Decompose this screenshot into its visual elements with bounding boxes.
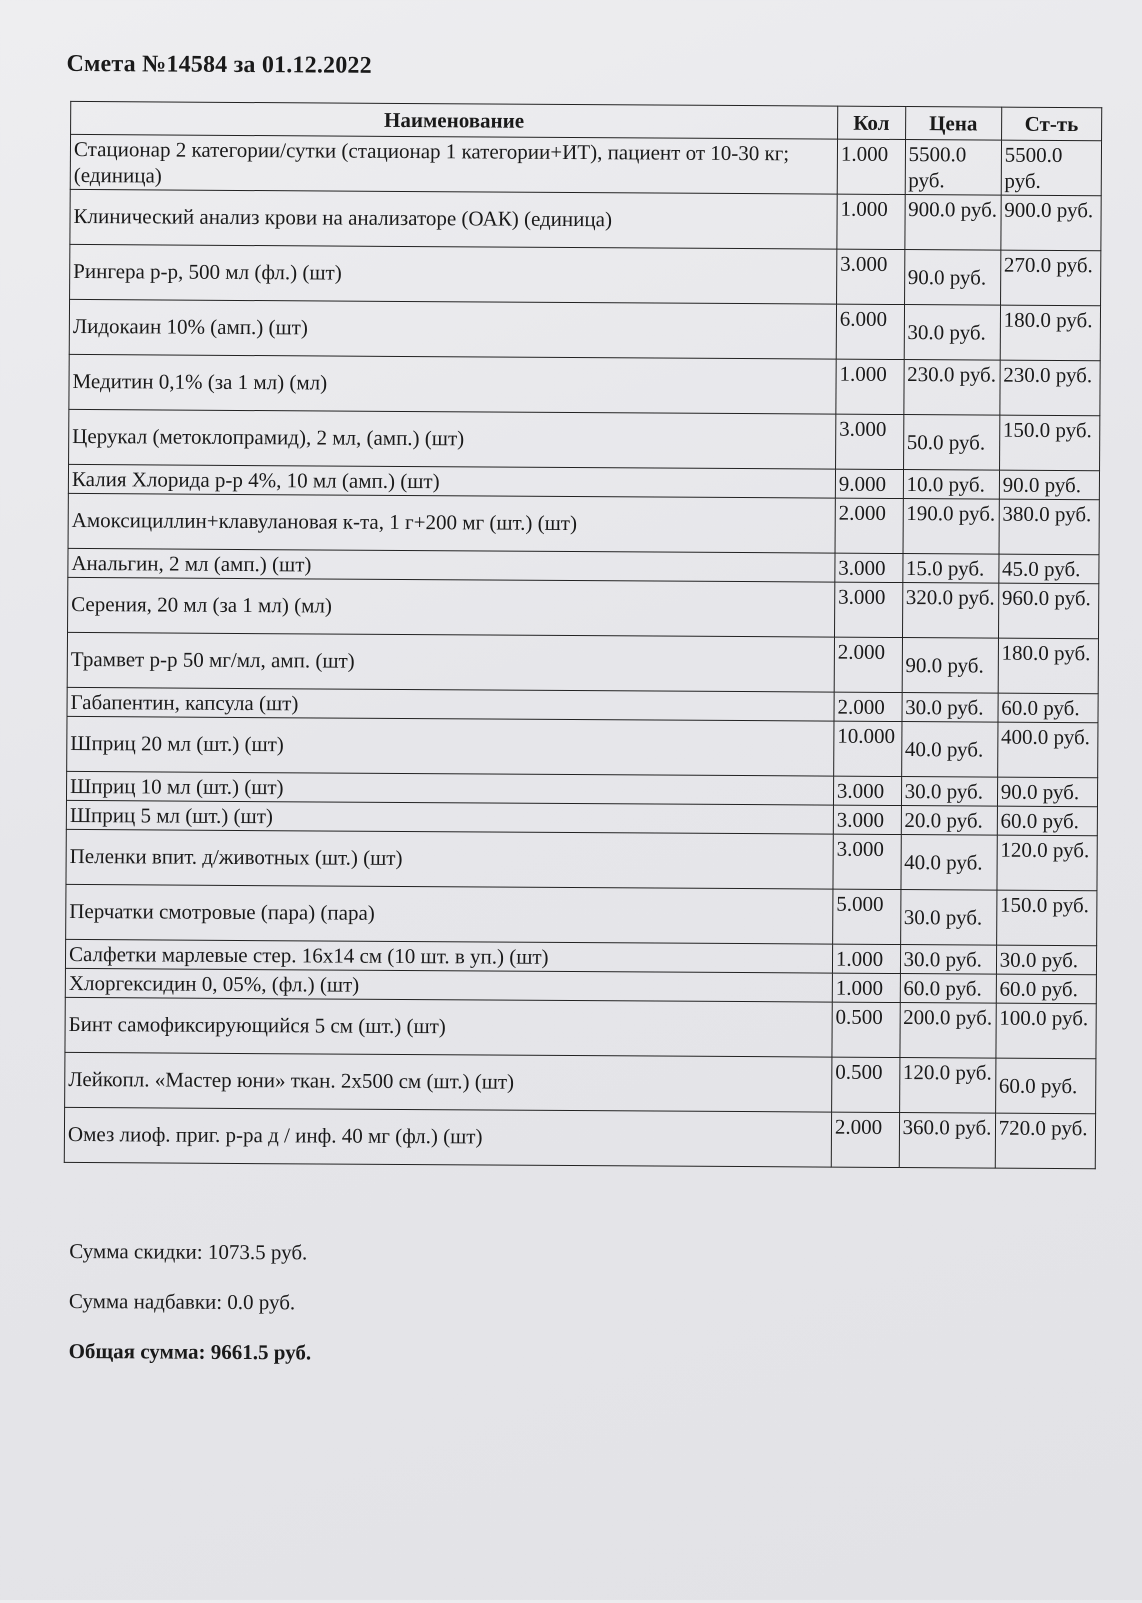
row-price: 320.0 руб. bbox=[902, 583, 998, 639]
row-name: Габапентин, капсула (шт) bbox=[67, 687, 834, 721]
table-row bbox=[68, 577, 1099, 638]
row-price: 30.0 руб. bbox=[902, 693, 998, 723]
row-name bbox=[70, 244, 837, 304]
row-cost: 45.0 руб. bbox=[999, 554, 1100, 584]
row-cost: 60.0 руб. bbox=[998, 693, 1099, 723]
row-cost: 960.0 руб. bbox=[998, 583, 1099, 639]
discount-sum: Сумма скидки: 1073.5 руб. bbox=[69, 1238, 308, 1265]
row-name-text: Пеленки впит. д/животных (шт.) (шт) bbox=[69, 843, 403, 870]
row-price: 30.0 руб. bbox=[901, 777, 997, 807]
row-qty: 2.000 bbox=[831, 1112, 899, 1167]
row-qty: 10.000 bbox=[834, 721, 902, 776]
row-name: Салфетки марлевые стер. 16х14 см (10 шт. в уп.) (шт) bbox=[65, 939, 832, 973]
row-name: Шприц 5 мл (шт.) (шт) bbox=[66, 800, 833, 834]
table-row bbox=[65, 997, 1096, 1058]
table-row bbox=[65, 1052, 1096, 1113]
row-qty: 0.500 bbox=[832, 1002, 900, 1057]
row-qty: 3.000 bbox=[833, 776, 901, 805]
row-price: 200.0 руб. bbox=[899, 1003, 995, 1059]
row-cost: 90.0 руб. bbox=[997, 777, 1098, 807]
row-name: Калия Хлорида р-р 4%, 10 мл (амп.) (шт) bbox=[68, 464, 835, 498]
row-price: 60.0 руб. bbox=[900, 974, 996, 1004]
row-qty: 3.000 bbox=[836, 249, 904, 304]
row-cost: 60.0 руб. bbox=[997, 806, 1098, 836]
row-qty: 3.000 bbox=[835, 414, 903, 469]
row-name-text: Амоксициллин+клавулановая к-та, 1 г+200 мг (шт.) (шт) bbox=[71, 507, 578, 536]
row-qty: 3.000 bbox=[835, 553, 903, 582]
estimate-table bbox=[64, 101, 1102, 1169]
table-row bbox=[69, 354, 1100, 415]
surcharge-sum: Сумма надбавки: 0.0 руб. bbox=[68, 1288, 296, 1315]
row-price: 5500.0 руб. bbox=[905, 140, 1001, 196]
row-cost: 180.0 руб. bbox=[1000, 305, 1101, 361]
row-cost: 150.0 руб. bbox=[996, 890, 1097, 946]
row-price: 30.0 руб. bbox=[904, 305, 1000, 361]
row-name: Шприц 10 мл (шт.) (шт) bbox=[66, 771, 833, 805]
row-qty: 2.000 bbox=[834, 637, 902, 692]
row-price: 90.0 руб. bbox=[904, 250, 1000, 306]
row-price: 230.0 руб. bbox=[903, 360, 999, 416]
row-name bbox=[65, 1052, 832, 1112]
header-name: Наименование bbox=[71, 101, 838, 139]
row-name-text: Серения, 20 мл (за 1 мл) (мл) bbox=[71, 591, 332, 618]
table-row bbox=[64, 1107, 1095, 1168]
row-qty: 1.000 bbox=[837, 194, 905, 249]
row-qty: 3.000 bbox=[834, 582, 902, 637]
row-name-text: Рингера р-р, 500 мл (фл.) (шт) bbox=[73, 258, 342, 285]
row-price: 30.0 руб. bbox=[900, 945, 996, 975]
header-qty: Кол bbox=[837, 106, 905, 139]
row-price: 360.0 руб. bbox=[899, 1113, 995, 1169]
row-cost: 120.0 руб. bbox=[997, 835, 1098, 891]
document-title: Смета №14584 за 01.12.2022 bbox=[66, 50, 372, 79]
row-name-text: Лейкопл. «Мастер юни» ткан. 2х500 см (шт.) (шт) bbox=[68, 1066, 515, 1094]
row-price: 10.0 руб. bbox=[903, 470, 999, 500]
row-name bbox=[68, 493, 835, 553]
row-qty: 1.000 bbox=[837, 139, 905, 194]
table-row bbox=[66, 884, 1097, 945]
row-name: Стационар 2 категории/сутки (стационар 1 категории+ИТ), пациент от 10-30 кг; (единица) bbox=[70, 134, 837, 194]
row-price: 900.0 руб. bbox=[904, 195, 1000, 251]
table-row bbox=[66, 829, 1097, 890]
row-cost: 400.0 руб. bbox=[997, 722, 1098, 778]
row-name bbox=[67, 632, 834, 692]
row-name bbox=[67, 716, 834, 776]
table-row bbox=[69, 409, 1100, 470]
row-price: 40.0 руб. bbox=[901, 835, 997, 891]
row-name-text: Лидокаин 10% (амп.) (шт) bbox=[72, 313, 308, 340]
row-name bbox=[66, 884, 833, 944]
row-name-text: Клинический анализ крови на анализаторе (ОАК) (единица) bbox=[73, 203, 613, 232]
table-row bbox=[69, 299, 1100, 360]
row-cost: 100.0 руб. bbox=[996, 1003, 1097, 1059]
row-cost: 30.0 руб. bbox=[996, 945, 1097, 975]
row-name-text: Медитин 0,1% (за 1 мл) (мл) bbox=[72, 368, 328, 395]
row-cost: 5500.0 руб. bbox=[1001, 140, 1102, 196]
row-price: 20.0 руб. bbox=[901, 806, 997, 836]
row-qty: 6.000 bbox=[836, 304, 904, 359]
row-cost: 900.0 руб. bbox=[1001, 195, 1102, 251]
row-name-text: Шприц 20 мл (шт.) (шт) bbox=[70, 730, 284, 757]
table-row bbox=[70, 189, 1101, 250]
row-cost: 270.0 руб. bbox=[1000, 250, 1101, 306]
row-name-text: Церукал (метоклопрамид), 2 мл, (амп.) (шт) bbox=[72, 423, 465, 451]
row-cost: 150.0 руб. bbox=[999, 415, 1100, 471]
row-name-text: Трамвет р-р 50 мг/мл, амп. (шт) bbox=[70, 646, 355, 673]
row-qty: 5.000 bbox=[833, 889, 901, 944]
header-cost: Ст-ть bbox=[1001, 107, 1102, 141]
table-row bbox=[70, 134, 1101, 195]
row-name bbox=[64, 1107, 831, 1167]
row-price: 40.0 руб. bbox=[901, 722, 997, 778]
row-qty: 1.000 bbox=[832, 944, 900, 973]
row-qty: 3.000 bbox=[833, 805, 901, 834]
row-name: Анальгин, 2 мл (амп.) (шт) bbox=[68, 548, 835, 582]
row-cost: 90.0 руб. bbox=[999, 470, 1100, 500]
row-name bbox=[65, 997, 832, 1057]
row-name bbox=[69, 299, 836, 359]
row-name bbox=[69, 409, 836, 469]
row-name-text: Перчатки смотровые (пара) (пара) bbox=[69, 898, 375, 925]
row-cost: 60.0 руб. bbox=[996, 974, 1097, 1004]
total-sum: Общая сумма: 9661.5 руб. bbox=[68, 1338, 312, 1365]
row-name-text: Бинт самофиксирующийся 5 см (шт.) (шт) bbox=[68, 1011, 446, 1039]
row-cost: 180.0 руб. bbox=[998, 638, 1099, 694]
row-cost: 230.0 руб. bbox=[1000, 360, 1101, 416]
row-name bbox=[69, 354, 836, 414]
row-cost: 60.0 руб. bbox=[995, 1058, 1096, 1114]
row-qty: 3.000 bbox=[833, 834, 901, 889]
row-price: 15.0 руб. bbox=[902, 554, 998, 584]
row-qty: 1.000 bbox=[832, 973, 900, 1002]
table-row bbox=[70, 244, 1101, 305]
row-price: 120.0 руб. bbox=[899, 1058, 995, 1114]
row-qty: 2.000 bbox=[834, 692, 902, 721]
row-price: 50.0 руб. bbox=[903, 415, 999, 471]
row-price: 30.0 руб. bbox=[900, 890, 996, 946]
row-qty: 0.500 bbox=[832, 1057, 900, 1112]
row-price: 190.0 руб. bbox=[903, 499, 999, 555]
row-qty: 2.000 bbox=[835, 498, 903, 553]
row-price: 90.0 руб. bbox=[902, 638, 998, 694]
row-name-text: Омез лиоф. приг. р-ра д / инф. 40 мг (фл.) (шт) bbox=[67, 1121, 483, 1149]
table-row bbox=[67, 716, 1098, 777]
table-row bbox=[67, 632, 1098, 693]
table-row bbox=[68, 493, 1099, 554]
row-name: Хлоргексидин 0, 05%, (фл.) (шт) bbox=[65, 968, 832, 1002]
row-name bbox=[66, 829, 833, 889]
header-price: Цена bbox=[905, 107, 1001, 141]
row-qty: 1.000 bbox=[836, 359, 904, 414]
row-name bbox=[68, 577, 835, 637]
row-cost: 380.0 руб. bbox=[999, 499, 1100, 555]
row-cost: 720.0 руб. bbox=[995, 1113, 1096, 1169]
row-qty: 9.000 bbox=[835, 469, 903, 498]
row-name bbox=[70, 189, 837, 249]
